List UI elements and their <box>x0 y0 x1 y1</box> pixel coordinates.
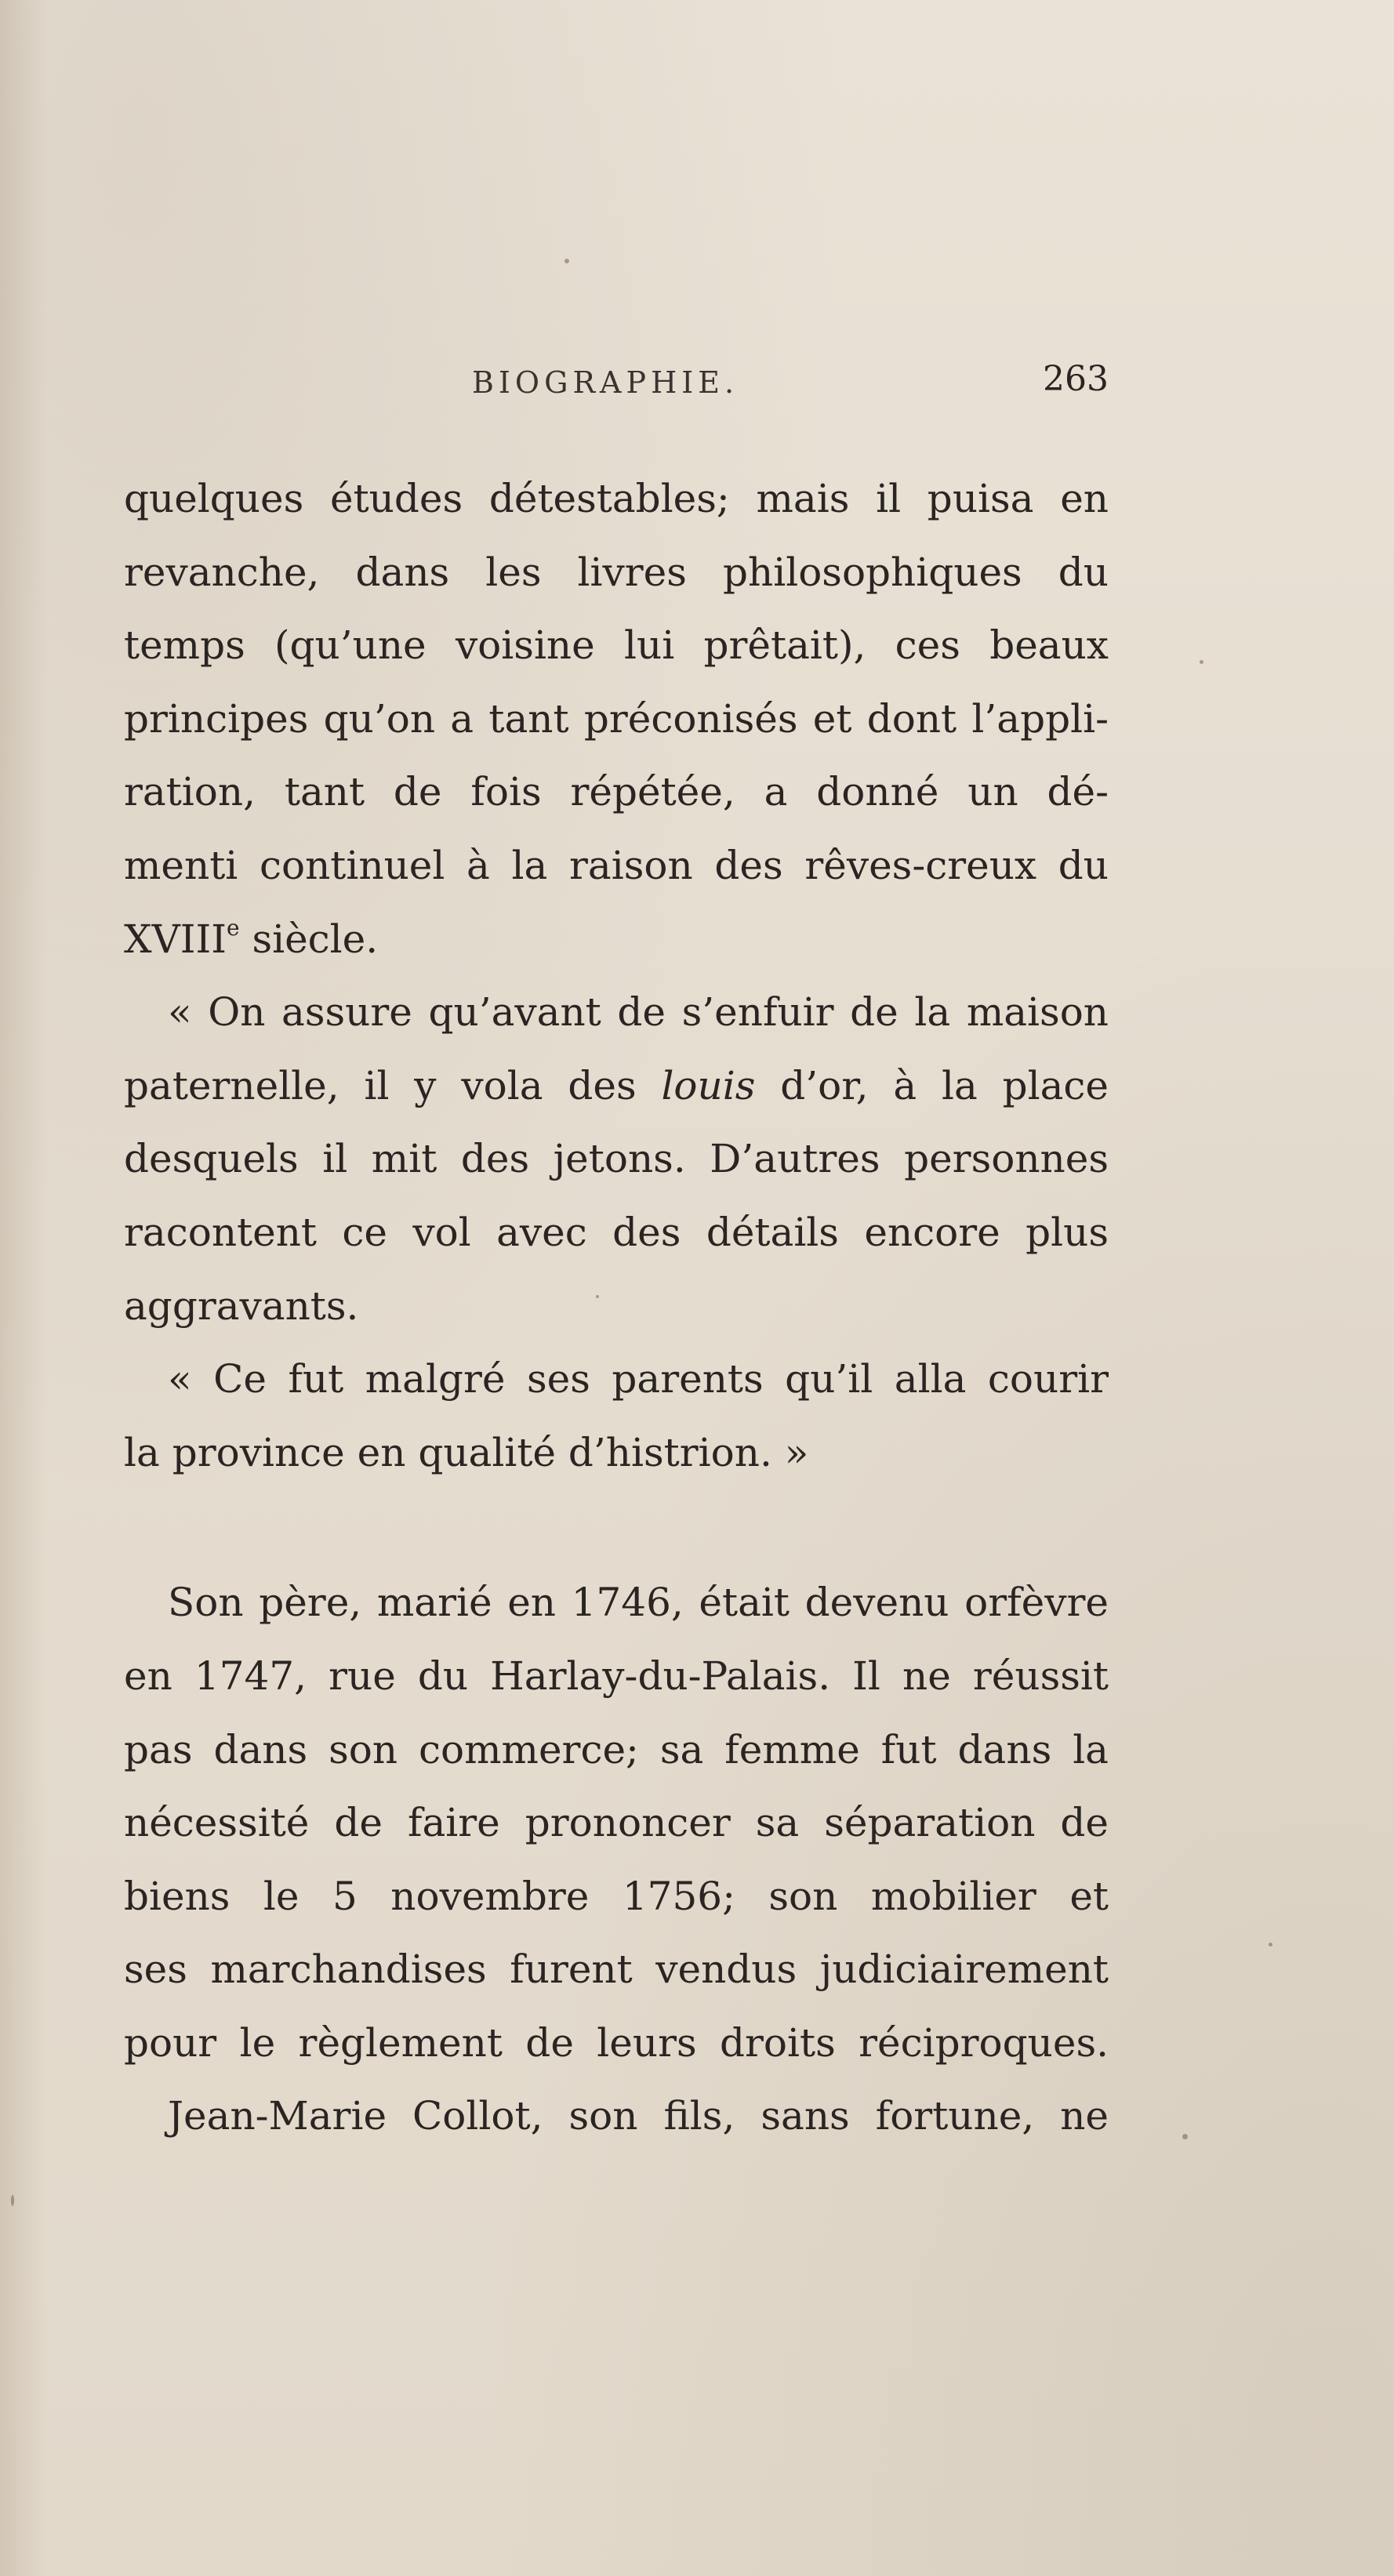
paper-speck <box>1182 2134 1188 2139</box>
running-head <box>124 359 1109 412</box>
paper-speck <box>1200 660 1203 664</box>
running-title: BIOGRAPHIE. <box>472 365 739 400</box>
text-line <box>124 1050 1109 1123</box>
text-line: principes qu’on a tant préconisés et dont l’appli- <box>124 695 1109 742</box>
text-line: « Ce fut malgré ses parents qu’il alla courir <box>168 1356 1109 1402</box>
text-line: quelques études détestables; mais il puisa en <box>124 476 1109 521</box>
text-line: revanche, dans les livres philosophiques du <box>124 549 1109 595</box>
text-fragment: paternelle, il y vola des <box>124 1062 662 1108</box>
text-line: en 1747, rue du Harlay-du-Palais. Il ne réussit <box>124 1653 1109 1699</box>
text-line: pas dans son commerce; sa femme fut dans la <box>124 1726 1109 1772</box>
superscript: e <box>226 914 240 941</box>
text-line: menti continuel à la raison des rêves-creux du <box>124 842 1109 888</box>
paper-speck <box>1269 1943 1272 1947</box>
text-line-last <box>124 903 1109 977</box>
text-line: desquels il mit des jetons. D’autres personnes <box>124 1136 1109 1182</box>
paper-speck <box>596 1295 599 1298</box>
text-line-last: aggravants. <box>124 1283 359 1329</box>
paragraph-gap <box>124 1489 1109 1566</box>
text-line-last: la province en qualité d’histrion. » <box>124 1429 809 1475</box>
italic-word: louis <box>661 1062 756 1108</box>
century-numeral: XVIII <box>124 916 227 962</box>
text-line: Jean-Marie Collot, son fils, sans fortune, ne <box>168 2093 1109 2139</box>
text-line: « On assure qu’avant de s’enfuir de la maison <box>168 989 1109 1036</box>
page-number: 263 <box>1043 359 1109 399</box>
text-line: racontent ce vol avec des détails encore plus <box>124 1209 1109 1255</box>
body-text <box>124 463 1109 2153</box>
paper-speck <box>564 259 569 263</box>
text-line: Son père, marié en 1746, était devenu orfèvre <box>168 1580 1109 1626</box>
text-line: ses marchandises furent vendus judiciairement <box>124 1947 1109 1993</box>
text-line: temps (qu’une voisine lui prêtait), ces beaux <box>124 622 1109 669</box>
text-fragment: siècle. <box>239 916 379 962</box>
text-line: pour le règlement de leurs droits réciproques. <box>124 2019 1109 2066</box>
text-line: ration, tant de fois répétée, a donné un dé- <box>124 769 1109 815</box>
text-fragment: d’or, à la place <box>755 1062 1109 1108</box>
text-line: biens le 5 novembre 1756; son mobilier et <box>124 1873 1109 1919</box>
paper-speck <box>11 2195 14 2206</box>
text-line: nécessité de faire prononcer sa séparation de <box>124 1800 1109 1846</box>
